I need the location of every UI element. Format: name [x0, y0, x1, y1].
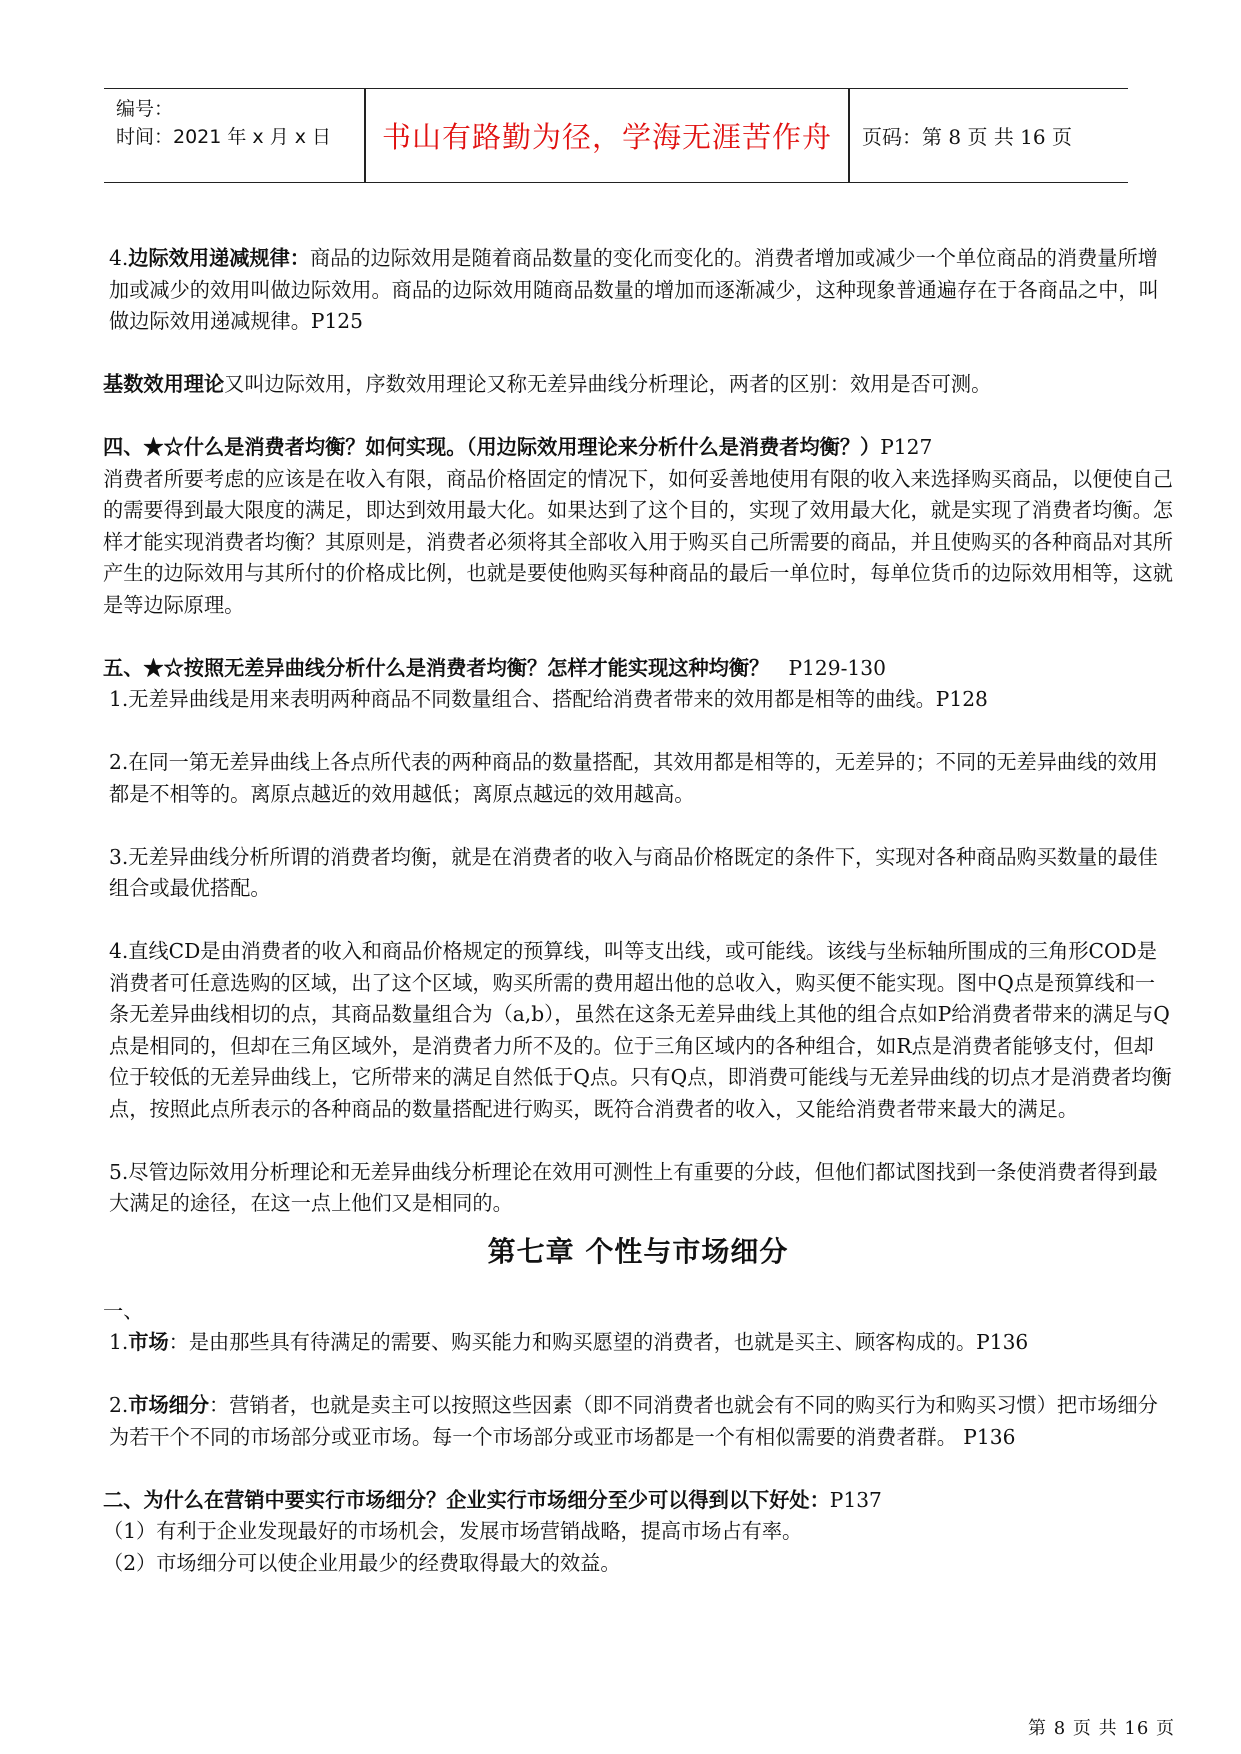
header-page-label: 页码：第 8 页 共 16 页 [862, 125, 1072, 149]
list-item: 3.无差异曲线分析所谓的消费者均衡，就是在消费者的收入与商品价格既定的条件下，实现对各种商品购买数量的最佳组合或最优搭配。 [109, 844, 1158, 900]
list-item: 5.尽管边际效用分析理论和无差异曲线分析理论在效用可测性上有重要的分歧，但他们都试图找到一条使消费者得到最大满足的途径，在这一点上他们又是相同的。 [109, 1159, 1158, 1215]
item-number: 1. [109, 1330, 129, 1354]
page-ref: P127 [880, 435, 933, 459]
heading-text: 二、为什么在营销中要实行市场细分？企业实行市场细分至少可以得到以下好处： [103, 1487, 830, 1512]
page-ref: P129-130 [788, 655, 886, 680]
item-number: 2. [109, 1393, 129, 1417]
term: 市场 [128, 1330, 169, 1354]
document-body [103, 243, 1173, 1579]
section-heading-4 [103, 432, 1173, 464]
paragraph-text: 商品的边际效用是随着商品数量的变化而变化的。消费者增加或减少一个单位商品的消费量所增加或减少的效用叫做边际效用。商品的边际效用随商品数量的增加而逐渐减少，这种现象普通遍存在于各商品之中，叫做边际效用递减规律。P125 [109, 246, 1159, 333]
term: 边际效用递减规律： [128, 246, 310, 270]
term: 市场细分 [128, 1393, 210, 1417]
list-item: 4.直线CD是由消费者的收入和商品价格规定的预算线，叫等支出线，或可能线。该线与坐标轴所围成的三角形COD是消费者可任意选购的区域，出了这个区域，购买所需的费用超出他的总收入，购买便不能实现。图中Q点是预算线和一条无差异曲线相切的点，其商品数量组合为（a,b），虽然在这条无差异曲线上其他的组合点如P给消费者带来的满足与Q点是相同的，但却在三角区域外，是消费者力所不及的。位于三角区域内的各种组合，如R点是消费者能够支付，但却位于较低的无差异曲线上，它所带来的满足自然低于Q点。只有Q点，即消费可能线与无差异曲线的切点才是消费者均衡点，按照此点所表示的各种商品的数量搭配进行购买，既符合消费者的收入，又能给消费者带来最大的满足。 [109, 939, 1172, 1121]
number-label: 编号： [116, 98, 174, 120]
paragraph-diminishing-marginal-utility [103, 243, 1173, 338]
time-label: 时间：2021 年 x 月 x 日 [116, 126, 332, 148]
section-number-1: 一、 [103, 1298, 144, 1323]
list-item: （2）市场细分可以使企业用最少的经费取得最大的效益。 [103, 1550, 621, 1575]
heading-text: 四、★☆什么是消费者均衡？如何实现。（用边际效用理论来分析什么是消费者均衡？） [103, 435, 881, 459]
definition-market [103, 1327, 1173, 1359]
item-number: 4. [109, 246, 129, 270]
page-footer: 第 8 页 共 16 页 [1028, 1718, 1175, 1739]
section-heading-2 [103, 1485, 1173, 1517]
header-left-cell [116, 95, 356, 151]
section-4-text: 消费者所要考虑的应该是在收入有限，商品价格固定的情况下，如何妥善地使用有限的收入来选择购买商品，以便使自己的需要得到最大限度的满足，即达到效用最大化。如果达到了这个目的，实现了效用最大化，就是实现了消费者均衡。怎样才能实现消费者均衡？其原则是，消费者必须将其全部收入用于购买自己所需要的商品，并且使购买的各种商品对其所产生的边际效用与其所付的价格成比例，也就是要使他购买每种商品的最后一单位时，每单位货币的边际效用相等，这就是等边际原理。 [103, 466, 1173, 617]
page-ref: P137 [829, 1487, 882, 1512]
term: 基数效用理论 [103, 372, 225, 396]
chapter-title: 第七章 个性与市场细分 [487, 1234, 789, 1268]
definition-text: ：营销者，也就是卖主可以按照这些因素（即不同消费者也就会有不同的购买行为和购买习惯）把市场细分为若干个不同的市场部分或亚市场。每一个市场部分或亚市场都是一个有相似需要的消费者群。 P136 [109, 1393, 1158, 1449]
list-item: （1）有利于企业发现最好的市场机会，发展市场营销战略，提高市场占有率。 [103, 1519, 803, 1543]
paragraph-text: 又叫边际效用，序数效用理论又称无差异曲线分析理论，两者的区别：效用是否可测。 [224, 372, 992, 396]
section-heading-5 [103, 653, 1173, 685]
header-table [104, 88, 1128, 183]
definition-segmentation [103, 1390, 1173, 1453]
header-motto: 书山有路勤为径，学海无涯苦作舟 [381, 120, 832, 154]
list-item: 1.无差异曲线是用来表明两种商品不同数量组合、搭配给消费者带来的效用都是相等的曲线。P128 [109, 687, 988, 711]
paragraph-cardinal-utility [103, 369, 1173, 401]
header-divider [848, 89, 850, 182]
list-item: 2.在同一第无差异曲线上各点所代表的两种商品的数量搭配，其效用都是相等的，无差异的；不同的无差异曲线的效用都是不相等的。离原点越近的效用越低；离原点越远的效用越高。 [109, 750, 1158, 806]
definition-text: ：是由那些具有待满足的需要、购买能力和购买愿望的消费者，也就是买主、顾客构成的。P136 [168, 1330, 1029, 1354]
heading-text: 五、★☆按照无差异曲线分析什么是消费者均衡？怎样才能实现这种均衡？ [103, 655, 770, 680]
